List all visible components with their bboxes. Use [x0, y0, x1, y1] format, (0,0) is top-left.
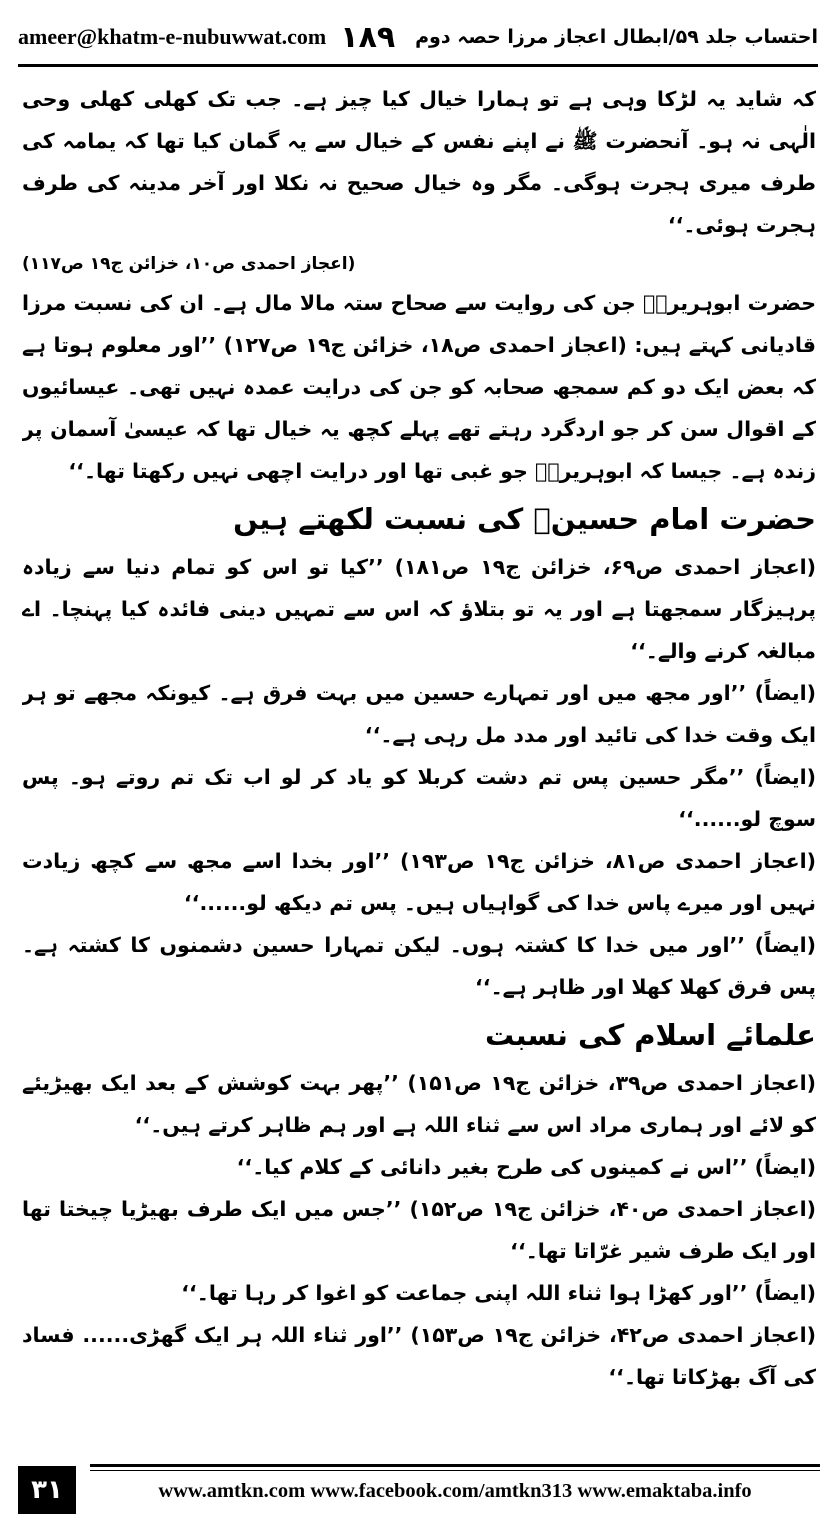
paragraph: (ایضاً) ’’مگر حسین پس تم دشت کربلا کو یاد کر لو اب تک تم روتے ہو۔ پس سوچ لو......‘‘ — [22, 765, 816, 831]
footer-number: ۳۱ — [18, 1466, 76, 1514]
section-heading: علمائے اسلام کی نسبت — [484, 1018, 816, 1052]
reference: (اعجاز احمدی ص۱۰، خزائن ج۱۹ ص۱۱۷) — [22, 254, 356, 274]
paragraph: (ایضاً) ’’اس نے کمینوں کی طرح بغیر دانائی کے کلام کیا۔‘‘ — [236, 1155, 816, 1179]
section-heading: حضرت امام حسینؓ کی نسبت لکھتے ہیں — [233, 502, 816, 536]
paragraph-text: کہ شاید یہ لڑکا وہی ہے تو ہمارا خیال کیا چیز ہے۔ جب تک کھلی کھلی وحی الٰہی نہ ہو۔ آنحضرت ﷺ نے اپنے نفس کے خیال سے یہ گمان کیا تھا کہ یمامہ کی طرف میری ہجرت ہوگی۔ مگر وہ خیال صحیح نہ نکلا اور آخر مدینہ کی طرف ہجرت ہوئی۔‘‘ — [22, 87, 816, 237]
header-title: احتساب جلد ۵۹/ابطال اعجاز مرزا حصہ دوم — [415, 26, 818, 48]
page-number: ۱۸۹ — [340, 19, 396, 55]
page-footer — [18, 1460, 820, 1520]
header-email: ameer@khatm-e-nubuwwat.com — [18, 24, 327, 49]
paragraph — [22, 78, 816, 282]
paragraph: (ایضاً) ’’اور مجھ میں اور تمہارے حسین میں بہت فرق ہے۔ کیونکہ مجھے تو ہر ایک وقت خدا کی تائید اور مدد مل رہی ہے۔‘‘ — [22, 681, 816, 747]
paragraph: (اعجاز احمدی ص۶۹، خزائن ج۱۹ ص۱۸۱) ’’کیا تو اس کو تمام دنیا سے زیادہ پرہیزگار سمجھتا ہے اور یہ تو بتلاؤ کہ اس سے تمہیں دینی فائدہ کیا پہنچا۔ اے مبالغہ کرنے والے۔‘‘ — [22, 555, 816, 663]
header-left — [18, 20, 395, 55]
footer-rule — [90, 1464, 820, 1467]
paragraph: (اعجاز احمدی ص۳۹، خزائن ج۱۹ ص۱۵۱) ’’پھر بہت کوشش کے بعد ایک بھیڑیئے کو لائے اور ہماری مراد اس سے ثناء اللہ ہے اور ہم ظاہر کرتے ہیں۔‘‘ — [22, 1071, 816, 1137]
paragraph: (ایضاً) ’’اور کھڑا ہوا ثناء اللہ اپنی جماعت کو اغوا کر رہا تھا۔‘‘ — [181, 1281, 816, 1305]
footer-rule — [90, 1470, 820, 1471]
page-body — [22, 78, 816, 1438]
paragraph: (اعجاز احمدی ص۴۰، خزائن ج۱۹ ص۱۵۲) ’’جس میں ایک طرف بھیڑیا چیختا تھا اور ایک طرف شیر غرّاتا تھا۔‘‘ — [22, 1197, 816, 1263]
page-header — [18, 10, 818, 67]
footer-links-area — [90, 1460, 820, 1520]
paragraph: حضرت ابوہریرہؓ جن کی روایت سے صحاح ستہ مالا مال ہے۔ ان کی نسبت مرزا قادیانی کہتے ہیں: (اعجاز احمدی ص۱۸، خزائن ج۱۹ ص۱۲۷) ’’اور معلوم ہوتا ہے کہ بعض ایک دو کم سمجھ صحابہ کو جن کی درایت عمدہ نہیں تھی۔ عیسائیوں کے اقوال سن کر جو اردگرد رہتے تھے پہلے کچھ یہ خیال تھا کہ عیسیٰ آسمان پر زندہ ہے۔ جیسا کہ ابوہریرہؓ جو غبی تھا اور درایت اچھی نہیں رکھتا تھا۔‘‘ — [22, 291, 816, 483]
footer-links[interactable]: www.amtkn.com www.facebook.com/amtkn313 www.emaktaba.info — [158, 1480, 752, 1502]
paragraph: (اعجاز احمدی ص۴۲، خزائن ج۱۹ ص۱۵۳) ’’اور ثناء اللہ ہر ایک گھڑی...... فساد کی آگ بھڑکاتا تھا۔‘‘ — [22, 1323, 816, 1389]
paragraph: (اعجاز احمدی ص۸۱، خزائن ج۱۹ ص۱۹۳) ’’اور بخدا اسے مجھ سے کچھ زیادت نہیں اور میرے پاس خدا کی گواہیاں ہیں۔ پس تم دیکھ لو......‘‘ — [22, 849, 816, 915]
paragraph: (ایضاً) ’’اور میں خدا کا کشتہ ہوں۔ لیکن تمہارا حسین دشمنوں کا کشتہ ہے۔ پس فرق کھلا کھلا اور ظاہر ہے۔‘‘ — [22, 933, 816, 999]
